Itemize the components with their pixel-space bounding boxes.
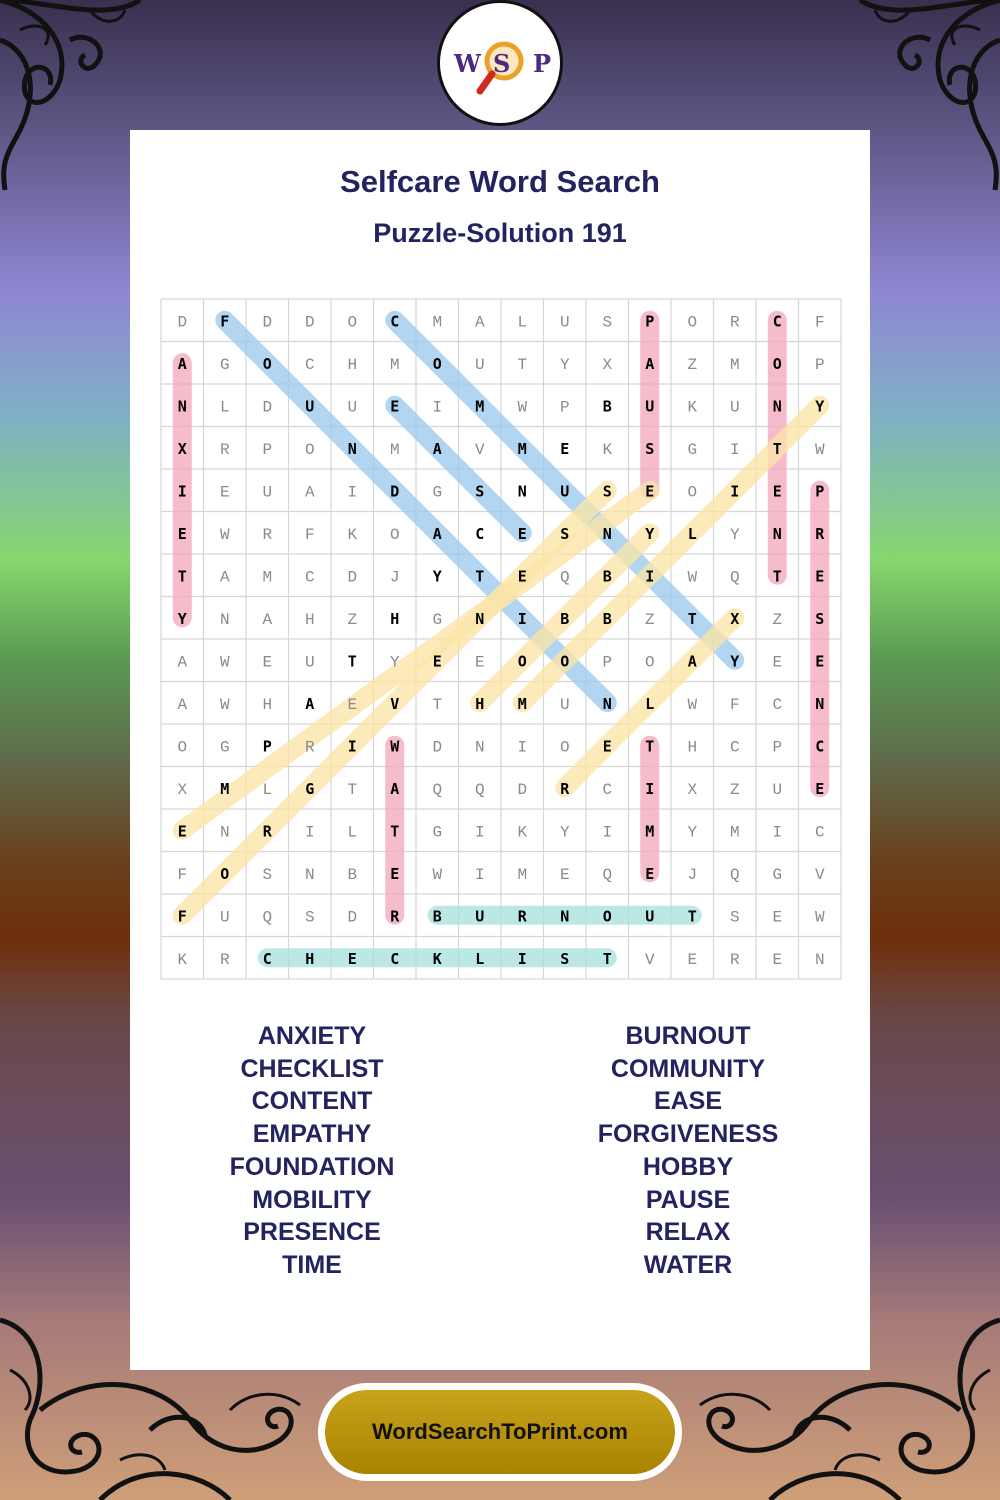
grid-letter: Y bbox=[730, 652, 740, 671]
grid-letter: N bbox=[517, 482, 527, 501]
grid-letter: B bbox=[602, 567, 612, 586]
grid-letter: E bbox=[347, 695, 358, 714]
grid-letter: R bbox=[729, 950, 740, 969]
grid-letter: U bbox=[729, 398, 740, 417]
grid-letter: I bbox=[474, 823, 485, 842]
grid-letter: E bbox=[687, 950, 698, 969]
grid-letter: Y bbox=[389, 653, 400, 672]
grid-letter: D bbox=[347, 568, 358, 587]
grid-letter: F bbox=[177, 865, 188, 884]
grid-letter: I bbox=[772, 823, 783, 842]
grid-letter: W bbox=[517, 398, 528, 417]
word-list-item: HOBBY bbox=[642, 1152, 734, 1181]
grid-letter: W bbox=[687, 568, 698, 587]
grid-letter: E bbox=[177, 822, 187, 841]
grid-letter: I bbox=[729, 440, 740, 459]
grid-letter: P bbox=[262, 737, 272, 756]
grid-letter: N bbox=[219, 610, 230, 629]
grid-letter: H bbox=[687, 738, 698, 757]
page-title: Selfcare Word Search bbox=[340, 164, 660, 199]
grid-letter: D bbox=[347, 908, 358, 927]
grid-letter: J bbox=[687, 865, 698, 884]
grid-letter: F bbox=[177, 907, 187, 926]
grid-letter: H bbox=[304, 610, 315, 629]
grid-letter: C bbox=[475, 524, 485, 543]
grid-letter: E bbox=[772, 653, 783, 672]
grid-letter: X bbox=[687, 780, 698, 799]
grid-letter: H bbox=[475, 694, 485, 713]
grid-letter: W bbox=[219, 653, 230, 672]
grid-letter: P bbox=[772, 738, 783, 757]
grid-letter: O bbox=[177, 738, 188, 757]
grid-letter: L bbox=[347, 823, 358, 842]
grid-letter: Z bbox=[644, 610, 655, 629]
grid-letter: E bbox=[815, 652, 825, 671]
grid-letter: N bbox=[772, 524, 782, 543]
grid-letter: L bbox=[475, 949, 485, 968]
grid-letter: E bbox=[517, 524, 527, 543]
grid-letter: E bbox=[772, 908, 783, 927]
site-logo[interactable] bbox=[437, 0, 563, 126]
grid-letter: G bbox=[432, 483, 443, 502]
grid-letter: M bbox=[475, 397, 485, 416]
grid-letter: Q bbox=[729, 865, 740, 884]
grid-letter: Y bbox=[687, 823, 698, 842]
grid-letter: C bbox=[304, 568, 315, 587]
grid-letter: R bbox=[517, 907, 527, 926]
grid-letter: W bbox=[219, 695, 230, 714]
grid-letter: O bbox=[347, 313, 358, 332]
grid-letter: M bbox=[262, 568, 273, 587]
grid-letter: U bbox=[475, 907, 485, 926]
grid-letter: L bbox=[517, 313, 528, 332]
grid-letter: C bbox=[772, 312, 782, 331]
grid-letter: O bbox=[602, 907, 612, 926]
grid-letter: Q bbox=[729, 568, 740, 587]
grid-letter: G bbox=[219, 355, 230, 374]
grid-letter: E bbox=[602, 737, 612, 756]
grid-letter: U bbox=[645, 907, 655, 926]
grid-letter: P bbox=[602, 653, 613, 672]
grid-letter: O bbox=[687, 483, 698, 502]
grid-letter: L bbox=[262, 780, 273, 799]
grid-letter: M bbox=[517, 694, 527, 713]
grid-letter: B bbox=[560, 609, 570, 628]
grid-letter: C bbox=[304, 355, 315, 374]
grid-letter: E bbox=[177, 524, 187, 543]
word-list-item: FORGIVENESS bbox=[597, 1120, 779, 1149]
grid-letter: T bbox=[602, 949, 612, 968]
grid-letter: N bbox=[602, 694, 612, 713]
grid-letter: N bbox=[814, 950, 825, 969]
word-list-item: COMMUNITY bbox=[610, 1054, 766, 1083]
grid-letter: O bbox=[559, 738, 570, 757]
grid-letter: Y bbox=[729, 525, 740, 544]
logo-letter-s: S bbox=[493, 49, 511, 78]
word-list-item: BURNOUT bbox=[625, 1022, 751, 1050]
grid-letter: H bbox=[305, 949, 315, 968]
grid-letter: E bbox=[347, 949, 357, 968]
grid-letter: W bbox=[219, 525, 230, 544]
grid-letter: I bbox=[517, 738, 528, 757]
grid-letter: O bbox=[517, 652, 527, 671]
grid-letter: Z bbox=[729, 780, 740, 799]
grid-letter: N bbox=[815, 694, 825, 713]
grid-letter: E bbox=[645, 864, 655, 883]
grid-letter: N bbox=[304, 865, 315, 884]
grid-letter: H bbox=[262, 695, 273, 714]
page-subtitle: Puzzle-Solution 191 bbox=[373, 218, 627, 248]
grid-letter: A bbox=[474, 313, 485, 332]
word-list-right bbox=[538, 1020, 838, 1282]
grid-letter: O bbox=[389, 525, 400, 544]
grid-letter: S bbox=[304, 908, 315, 927]
grid-letter: T bbox=[772, 439, 782, 458]
grid-letter: E bbox=[645, 482, 655, 501]
grid-letter: K bbox=[177, 950, 188, 969]
grid-letter: U bbox=[559, 313, 570, 332]
grid-letter: S bbox=[729, 908, 740, 927]
grid-letter: O bbox=[560, 652, 570, 671]
grid-letter: E bbox=[432, 652, 442, 671]
grid-letter: E bbox=[772, 482, 782, 501]
grid-letter: V bbox=[474, 440, 485, 459]
grid-letter: U bbox=[560, 482, 570, 501]
footer-badge bbox=[318, 1383, 682, 1481]
grid-letter: R bbox=[729, 313, 740, 332]
grid-letter: I bbox=[517, 609, 527, 628]
grid-letter: H bbox=[390, 609, 400, 628]
grid-letter: O bbox=[432, 354, 442, 373]
word-list-item: EASE bbox=[653, 1087, 723, 1116]
grid-letter: I bbox=[602, 823, 613, 842]
grid-letter: U bbox=[304, 653, 315, 672]
grid-letter: R bbox=[262, 822, 272, 841]
grid-letter: Q bbox=[474, 780, 485, 799]
grid-letter: C bbox=[814, 823, 825, 842]
grid-letter: D bbox=[390, 482, 400, 501]
grid-letter: Y bbox=[177, 609, 187, 628]
grid-letter: S bbox=[602, 482, 612, 501]
grid-letter: M bbox=[729, 355, 740, 374]
grid-letter: A bbox=[390, 779, 400, 798]
grid-letter: D bbox=[517, 780, 528, 799]
word-list-item: WATER bbox=[643, 1250, 733, 1279]
grid-letter: E bbox=[815, 567, 825, 586]
grid-letter: B bbox=[602, 609, 612, 628]
grid-letter: I bbox=[645, 779, 655, 798]
grid-letter: S bbox=[475, 482, 485, 501]
grid-letter: N bbox=[219, 823, 230, 842]
grid-letter: C bbox=[772, 695, 783, 714]
grid-letter: X bbox=[177, 439, 187, 458]
word-list-item: MOBILITY bbox=[252, 1185, 372, 1214]
grid-letter: M bbox=[517, 439, 527, 458]
grid-letter: A bbox=[177, 354, 187, 373]
grid-letter: W bbox=[814, 440, 825, 459]
grid-letter: G bbox=[219, 738, 230, 757]
grid-letter: R bbox=[219, 950, 230, 969]
grid-letter: X bbox=[730, 609, 740, 628]
grid-letter: A bbox=[432, 524, 442, 543]
grid-letter: N bbox=[177, 397, 187, 416]
word-list-item: ANXIETY bbox=[257, 1022, 367, 1050]
grid-letter: R bbox=[390, 907, 400, 926]
grid-letter: R bbox=[304, 738, 315, 757]
grid-letter: I bbox=[645, 567, 655, 586]
grid-letter: T bbox=[645, 737, 655, 756]
grid-letter: A bbox=[177, 653, 188, 672]
grid-letter: N bbox=[560, 907, 570, 926]
grid-letter: P bbox=[262, 440, 273, 459]
grid-letter: T bbox=[517, 355, 528, 374]
grid-letter: R bbox=[262, 525, 273, 544]
grid-letter: B bbox=[602, 397, 612, 416]
grid-letter: W bbox=[390, 737, 400, 756]
grid-letter: T bbox=[475, 567, 485, 586]
grid-letter: Y bbox=[559, 823, 570, 842]
grid-letter: C bbox=[602, 780, 613, 799]
grid-letter: B bbox=[347, 865, 358, 884]
grid-letter: F bbox=[220, 312, 230, 331]
grid-letter: A bbox=[432, 439, 442, 458]
grid-letter: D bbox=[177, 313, 188, 332]
grid-letter: E bbox=[262, 653, 273, 672]
grid-letter: Q bbox=[432, 780, 443, 799]
grid-letter: B bbox=[432, 907, 442, 926]
word-list-item: EMPATHY bbox=[252, 1120, 372, 1149]
grid-letter: U bbox=[645, 397, 655, 416]
grid-letter: S bbox=[560, 949, 570, 968]
grid-letter: I bbox=[347, 737, 357, 756]
grid-letter: Y bbox=[645, 524, 655, 543]
grid-letter: P bbox=[645, 312, 655, 331]
grid-letter: T bbox=[432, 695, 443, 714]
grid-letter: Z bbox=[687, 355, 698, 374]
grid-letter: F bbox=[814, 313, 825, 332]
grid-letter: G bbox=[432, 610, 443, 629]
grid-letter: O bbox=[220, 864, 230, 883]
grid-letter: O bbox=[687, 313, 698, 332]
grid-letter: S bbox=[815, 609, 825, 628]
grid-letter: D bbox=[262, 398, 273, 417]
grid-letter: U bbox=[559, 695, 570, 714]
word-list-item: FOUNDATION bbox=[229, 1152, 395, 1181]
grid-letter: G bbox=[305, 779, 315, 798]
grid-letter: C bbox=[390, 312, 400, 331]
grid-letter: E bbox=[815, 779, 825, 798]
grid-letter: A bbox=[645, 354, 655, 373]
grid-letter: C bbox=[262, 949, 272, 968]
grid-letter: U bbox=[262, 483, 273, 502]
grid-letter: X bbox=[177, 780, 188, 799]
grid-letter: A bbox=[177, 695, 188, 714]
grid-letter: L bbox=[219, 398, 230, 417]
grid-letter: Q bbox=[602, 865, 613, 884]
grid-letter: N bbox=[772, 397, 782, 416]
word-list-left bbox=[162, 1020, 462, 1282]
grid-letter: J bbox=[389, 568, 400, 587]
grid-letter: Y bbox=[559, 355, 570, 374]
word-search-grid bbox=[160, 298, 842, 980]
grid-letter: O bbox=[772, 354, 782, 373]
grid-letter: S bbox=[645, 439, 655, 458]
grid-letter: T bbox=[347, 652, 357, 671]
grid-letter: O bbox=[644, 653, 655, 672]
word-list-item: CONTENT bbox=[251, 1087, 373, 1116]
grid-letter: S bbox=[560, 524, 570, 543]
grid-letter: N bbox=[347, 439, 357, 458]
grid-letter: I bbox=[177, 482, 187, 501]
grid-letter: W bbox=[814, 908, 825, 927]
grid-letter: E bbox=[772, 950, 783, 969]
grid-letter: F bbox=[304, 525, 315, 544]
word-list-item: CHECKLIST bbox=[240, 1054, 384, 1083]
grid-letter: I bbox=[304, 823, 315, 842]
grid-letter: K bbox=[687, 398, 698, 417]
grid-letter: I bbox=[517, 949, 527, 968]
grid-letter: K bbox=[517, 823, 528, 842]
grid-letter: H bbox=[347, 355, 358, 374]
grid-letter: M bbox=[220, 779, 230, 798]
grid-letter: G bbox=[772, 865, 783, 884]
grid-letter: E bbox=[390, 864, 400, 883]
grid-letter: F bbox=[729, 695, 740, 714]
grid-letter: P bbox=[559, 398, 570, 417]
grid-letter: I bbox=[474, 865, 485, 884]
grid-letter: K bbox=[602, 440, 613, 459]
grid-letter: A bbox=[305, 694, 315, 713]
grid-letter: A bbox=[219, 568, 230, 587]
grid-letter: Y bbox=[815, 397, 825, 416]
grid-letter: M bbox=[389, 440, 400, 459]
logo-letter-w: W bbox=[454, 49, 481, 78]
grid-letter: K bbox=[347, 525, 358, 544]
grid-letter: U bbox=[219, 908, 230, 927]
grid-letter: D bbox=[262, 313, 273, 332]
grid-letter: S bbox=[262, 865, 273, 884]
grid-letter: M bbox=[389, 355, 400, 374]
grid-letter: P bbox=[814, 355, 825, 374]
grid-letter: T bbox=[390, 822, 400, 841]
grid-letter: T bbox=[687, 609, 697, 628]
grid-letter: G bbox=[687, 440, 698, 459]
grid-letter: R bbox=[815, 524, 825, 543]
logo-letter-p: P bbox=[533, 49, 552, 78]
grid-letter: A bbox=[262, 610, 273, 629]
grid-letter: Z bbox=[347, 610, 358, 629]
grid-letter: D bbox=[432, 738, 443, 757]
grid-letter: U bbox=[474, 355, 485, 374]
grid-letter: G bbox=[432, 823, 443, 842]
word-list-item: RELAX bbox=[645, 1218, 731, 1247]
grid-letter: Q bbox=[559, 568, 570, 587]
grid-letter: O bbox=[304, 440, 315, 459]
grid-letter: M bbox=[729, 823, 740, 842]
grid-letter: M bbox=[645, 822, 655, 841]
grid-letter: V bbox=[814, 865, 825, 884]
grid-letter: V bbox=[644, 950, 655, 969]
grid-letter: C bbox=[815, 737, 825, 756]
grid-letter: Q bbox=[262, 908, 273, 927]
grid-letter: Z bbox=[772, 610, 783, 629]
grid-letter: X bbox=[602, 355, 613, 374]
grid-letter: T bbox=[772, 567, 782, 586]
grid-letter: D bbox=[304, 313, 315, 332]
grid-letter: T bbox=[687, 907, 697, 926]
grid-letter: E bbox=[219, 483, 230, 502]
grid-letter: Y bbox=[432, 567, 442, 586]
grid-letter: O bbox=[262, 354, 272, 373]
grid-letter: U bbox=[305, 397, 315, 416]
grid-letter: I bbox=[432, 398, 443, 417]
site-link[interactable]: WordSearchToPrint.com bbox=[325, 1390, 675, 1474]
grid-letter: P bbox=[815, 482, 825, 501]
grid-letter: V bbox=[390, 694, 400, 713]
grid-letter: N bbox=[475, 609, 485, 628]
grid-letter: U bbox=[772, 780, 783, 799]
grid-letter: C bbox=[729, 738, 740, 757]
grid-letter: N bbox=[602, 524, 612, 543]
grid-letter: E bbox=[390, 397, 400, 416]
grid-letter: I bbox=[347, 483, 358, 502]
grid-letter: L bbox=[687, 524, 697, 543]
grid-letter: T bbox=[177, 567, 187, 586]
grid-letter: E bbox=[560, 439, 570, 458]
word-list-item: PAUSE bbox=[645, 1185, 731, 1214]
grid-letter: I bbox=[730, 482, 740, 501]
grid-letter: R bbox=[560, 779, 570, 798]
grid-letter: L bbox=[645, 694, 655, 713]
grid-letter: M bbox=[432, 313, 443, 332]
grid-letter: C bbox=[390, 949, 400, 968]
grid-letter: A bbox=[304, 483, 315, 502]
grid-letter: E bbox=[517, 567, 527, 586]
grid-letter: N bbox=[474, 738, 485, 757]
grid-letter: S bbox=[602, 313, 613, 332]
word-list-item: TIME bbox=[282, 1250, 342, 1279]
grid-letter: T bbox=[347, 780, 358, 799]
word-list-item: PRESENCE bbox=[243, 1218, 381, 1247]
grid-letter: W bbox=[432, 865, 443, 884]
grid-letter: U bbox=[347, 398, 358, 417]
grid-letter: K bbox=[432, 949, 442, 968]
grid-letter: M bbox=[517, 865, 528, 884]
grid-letter: E bbox=[559, 865, 570, 884]
grid-letter: W bbox=[687, 695, 698, 714]
grid-letter: A bbox=[687, 652, 697, 671]
grid-letter: R bbox=[219, 440, 230, 459]
grid-letter: E bbox=[474, 653, 485, 672]
